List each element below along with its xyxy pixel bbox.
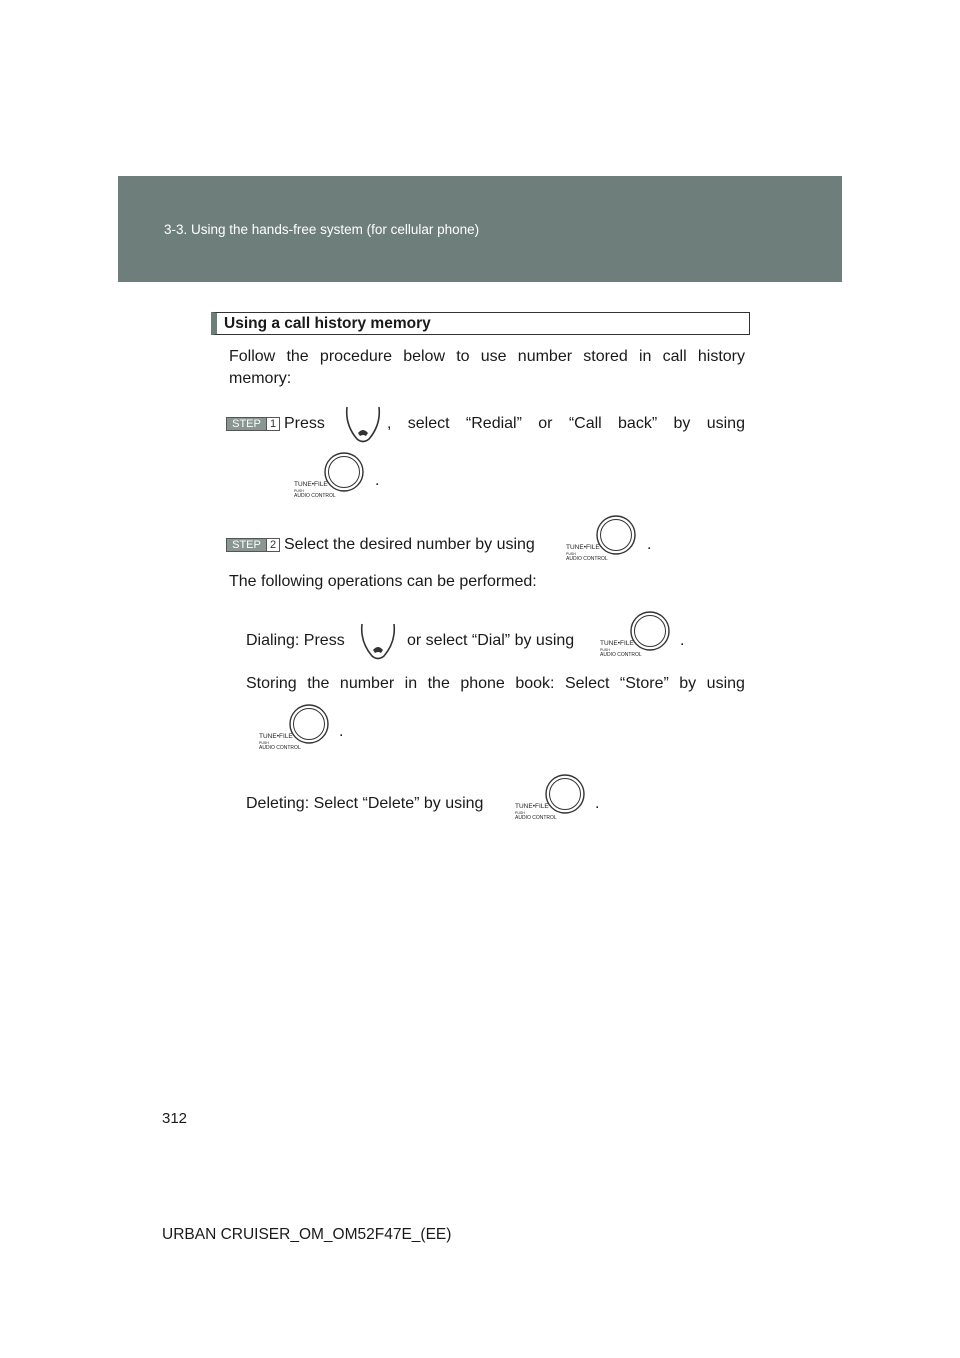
dialing-mid: or select “Dial” by using [407,632,575,649]
svg-text:TUNE•FILE: TUNE•FILE [566,544,600,551]
subsection-heading-text: Using a call history memory [224,315,431,332]
tune-file-knob-icon [513,772,600,828]
storing-line-1: Storing the number in the phone book: Select “Store” by using [246,675,745,692]
header-band [118,176,842,282]
intro-line-1: Follow the procedure below to use number stored in call history [229,348,745,365]
svg-text:PUSH: PUSH [515,811,525,815]
step-1-end: . [375,472,380,489]
svg-text:PUSH: PUSH [294,489,304,493]
page-number: 312 [162,1110,188,1127]
step-1-text: , select “Redial” or “Call back” by using [387,415,745,432]
step-2-text: Select the desired number by using [284,536,535,553]
deleting-end: . [595,795,600,812]
svg-text:TUNE•FILE: TUNE•FILE [294,481,328,488]
tune-file-knob-icon [257,702,344,758]
document-code: URBAN CRUISER_OM_OM52F47E_(EE) [162,1226,452,1243]
svg-text:PUSH: PUSH [600,648,610,652]
intro-line-2: memory: [229,370,292,387]
svg-text:AUDIO CONTROL: AUDIO CONTROL [294,493,336,499]
svg-text:PUSH: PUSH [566,552,576,556]
section-title: 3-3. Using the hands-free system (for cellular phone) [164,222,480,237]
svg-text:AUDIO CONTROL: AUDIO CONTROL [515,815,557,821]
tune-file-knob-icon [564,513,648,569]
svg-text:AUDIO CONTROL: AUDIO CONTROL [259,745,301,751]
step-2-end: . [647,536,652,553]
step-1-press: Press [284,415,325,432]
subsection-heading [211,312,750,335]
svg-text:TUNE•FILE: TUNE•FILE [259,733,293,740]
dialing-end: . [680,632,685,649]
phone-off-hook-button-icon [343,405,383,445]
tune-file-knob-icon [292,450,376,506]
step-1-badge: STEP 1 [226,417,280,431]
operations-intro: The following operations can be performed: [229,573,537,590]
svg-text:PUSH: PUSH [259,741,269,745]
svg-text:AUDIO CONTROL: AUDIO CONTROL [600,652,642,658]
deleting-text: Deleting: Select “Delete” by using [246,795,484,812]
phone-off-hook-button-icon [358,622,398,662]
step-2-badge: STEP 2 [226,538,280,552]
svg-text:TUNE•FILE: TUNE•FILE [600,640,634,647]
svg-text:TUNE•FILE: TUNE•FILE [515,803,549,810]
storing-end: . [339,723,344,740]
dialing-press: Dialing: Press [246,632,345,649]
tune-file-knob-icon [598,609,685,665]
svg-text:AUDIO CONTROL: AUDIO CONTROL [566,556,608,562]
